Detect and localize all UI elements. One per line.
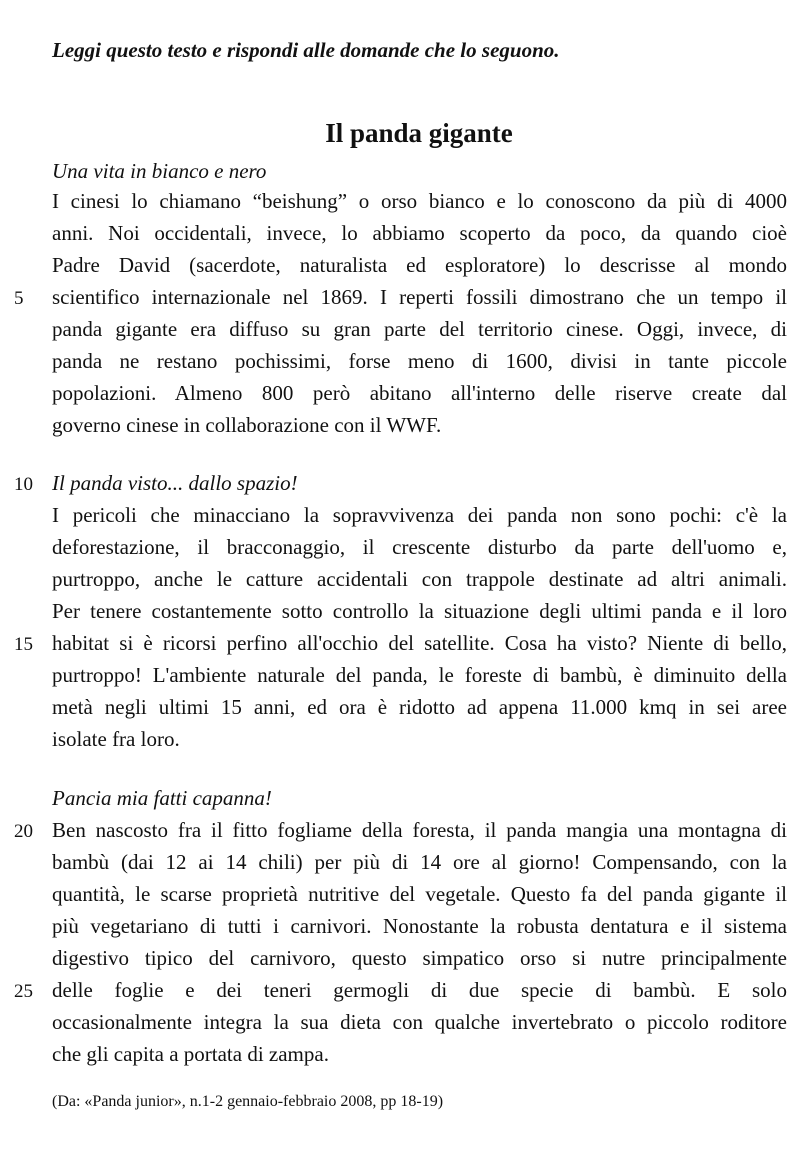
text-line: che gli capita a portata di zampa. [52,1042,329,1066]
text-line: governo cinese in collaborazione con il WWF. [52,413,442,437]
text-line: deforestazione, il bracconaggio, il crescente disturbo da parte dell'uomo e, [52,535,787,559]
text-line: panda gigante era diffuso su gran parte del territorio cinese. Oggi, invece, di [52,317,787,341]
text-line: popolazioni. Almeno 800 però abitano all'interno delle riserve create dal [52,381,787,405]
text-line: più vegetariano di tutti i carnivori. Nonostante la robusta dentatura e il sistema [52,914,787,938]
text-line: habitat si è ricorsi perfino all'occhio del satellite. Cosa ha visto? Niente di bello, [52,631,787,655]
text-line: occasionalmente integra la sua dieta con qualche invertebrato o piccolo roditore [52,1010,787,1034]
text-line: delle foglie e dei teneri germogli di due specie di bambù. E solo [52,978,787,1002]
text-line: Per tenere costantemente sotto controllo la situazione degli ultimi panda e il loro [52,599,787,623]
source-citation: (Da: «Panda junior», n.1-2 gennaio-febbraio 2008, pp 18-19) [52,1093,444,1110]
section-subtitle: Pancia mia fatti capanna! [52,786,272,810]
section-subtitle: Il panda visto... dallo spazio! [52,471,298,495]
text-line: purtroppo! L'ambiente naturale del panda, le foreste di bambù, è diminuito della [52,663,787,687]
text-line: Padre David (sacerdote, naturalista ed esploratore) lo descrisse al mondo [52,253,787,277]
article-title: Il panda gigante [325,118,513,148]
line-number: 5 [14,288,24,309]
text-line: scientifico internazionale nel 1869. I reperti fossili dimostrano che un tempo il [52,285,787,309]
text-line: metà negli ultimi 15 anni, ed ora è ridotto ad appena 11.000 kmq in sei aree [52,695,787,719]
text-line: Ben nascosto fra il fitto fogliame della foresta, il panda mangia una montagna di [52,818,787,842]
text-line: bambù (dai 12 ai 14 chili) per più di 14 ore al giorno! Compensando, con la [52,850,787,874]
instruction-text: Leggi questo testo e rispondi alle domande che lo seguono. [52,38,560,62]
text-line: digestivo tipico del carnivoro, questo simpatico orso si nutre principalmente [52,946,787,970]
text-line: I cinesi lo chiamano “beishung” o orso bianco e lo conoscono da più di 4000 [52,189,787,213]
line-number: 20 [14,821,33,842]
text-line: I pericoli che minacciano la sopravvivenza dei panda non sono pochi: c'è la [52,503,787,527]
line-number: 15 [14,634,33,655]
text-line: purtroppo, anche le catture accidentali con trappole destinate ad altri animali. [52,567,787,591]
line-number: 10 [14,474,33,495]
text-line: anni. Noi occidentali, invece, lo abbiamo scoperto da poco, da quando cioè [52,221,787,245]
line-number: 25 [14,981,33,1002]
text-line: panda ne restano pochissimi, forse meno di 1600, divisi in tante piccole [52,349,787,373]
text-line: isolate fra loro. [52,727,180,751]
text-line: quantità, le scarse proprietà nutritive del vegetale. Questo fa del panda gigante il [52,882,787,906]
section-subtitle: Una vita in bianco e nero [52,159,267,183]
